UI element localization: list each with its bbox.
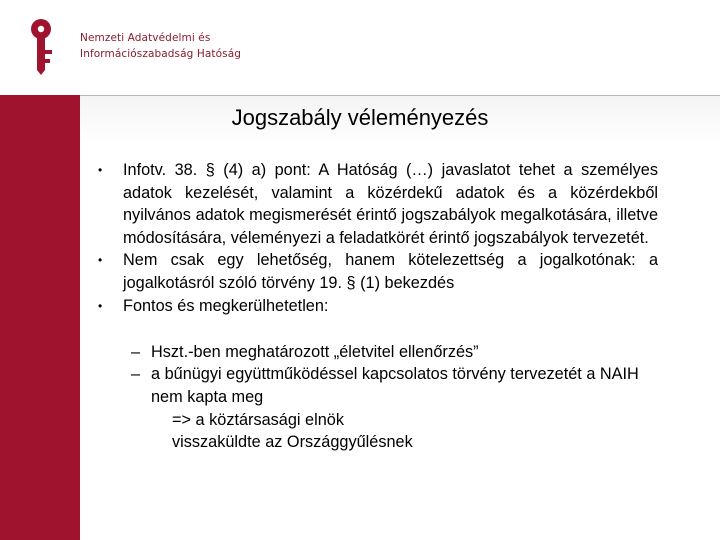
- bullet-icon: •: [98, 298, 103, 313]
- dash-icon: –: [131, 365, 141, 384]
- sub-list: [92, 341, 658, 454]
- bullet-text: Fontos és megkerülhetetlen:: [123, 296, 329, 315]
- bullet-item-infotv: [92, 159, 658, 249]
- sub-item-text: Hszt.-ben meghatározott „életvitel ellenőrzés”: [151, 342, 479, 361]
- continuation-text: => a köztársasági elnök visszaküldte az Országgyűlésnek: [172, 410, 413, 452]
- slide-title: Jogszabály véleményezés: [231, 105, 489, 130]
- bullet-item-important: [92, 295, 658, 318]
- bullet-item-obligation: [92, 249, 658, 294]
- bullet-icon: •: [98, 163, 103, 177]
- key-logo-icon: [28, 18, 62, 76]
- bullet-list: [92, 159, 658, 317]
- sidebar-band: [0, 95, 80, 540]
- org-name-line2: Információszabadság Hatóság: [80, 48, 242, 60]
- bullet-text: Infotv. 38. § (4) a) pont: A Hatóság (…) javaslatot tehet a személyes adatok kezelését, valamint a közérdekű adatok és a közérdekből nyilvános adatok megismerését érintő jogszabályok megalkotására, illetve módosítására, véleményezi a feladatkörét érintő jogszabályok tervezetét.: [123, 161, 658, 247]
- sub-item-hszt: [92, 341, 658, 364]
- header-divider: [80, 95, 720, 96]
- org-name: [80, 30, 241, 62]
- org-name-line1: Nemzeti Adatvédelmi és: [80, 32, 211, 44]
- bullet-icon: •: [98, 253, 103, 268]
- bullet-text: Nem csak egy lehetőség, hanem kötelezettség a jogalkotónak: a jogalkotásról szóló törvény 19. § (1) bekezdés: [123, 251, 658, 292]
- sub-item-cooperation-law: [92, 363, 658, 408]
- sub-item-text: a bűnügyi együttműködéssel kapcsolatos törvény tervezetét a NAIH nem kapta meg: [151, 365, 639, 406]
- dash-icon: –: [131, 342, 141, 361]
